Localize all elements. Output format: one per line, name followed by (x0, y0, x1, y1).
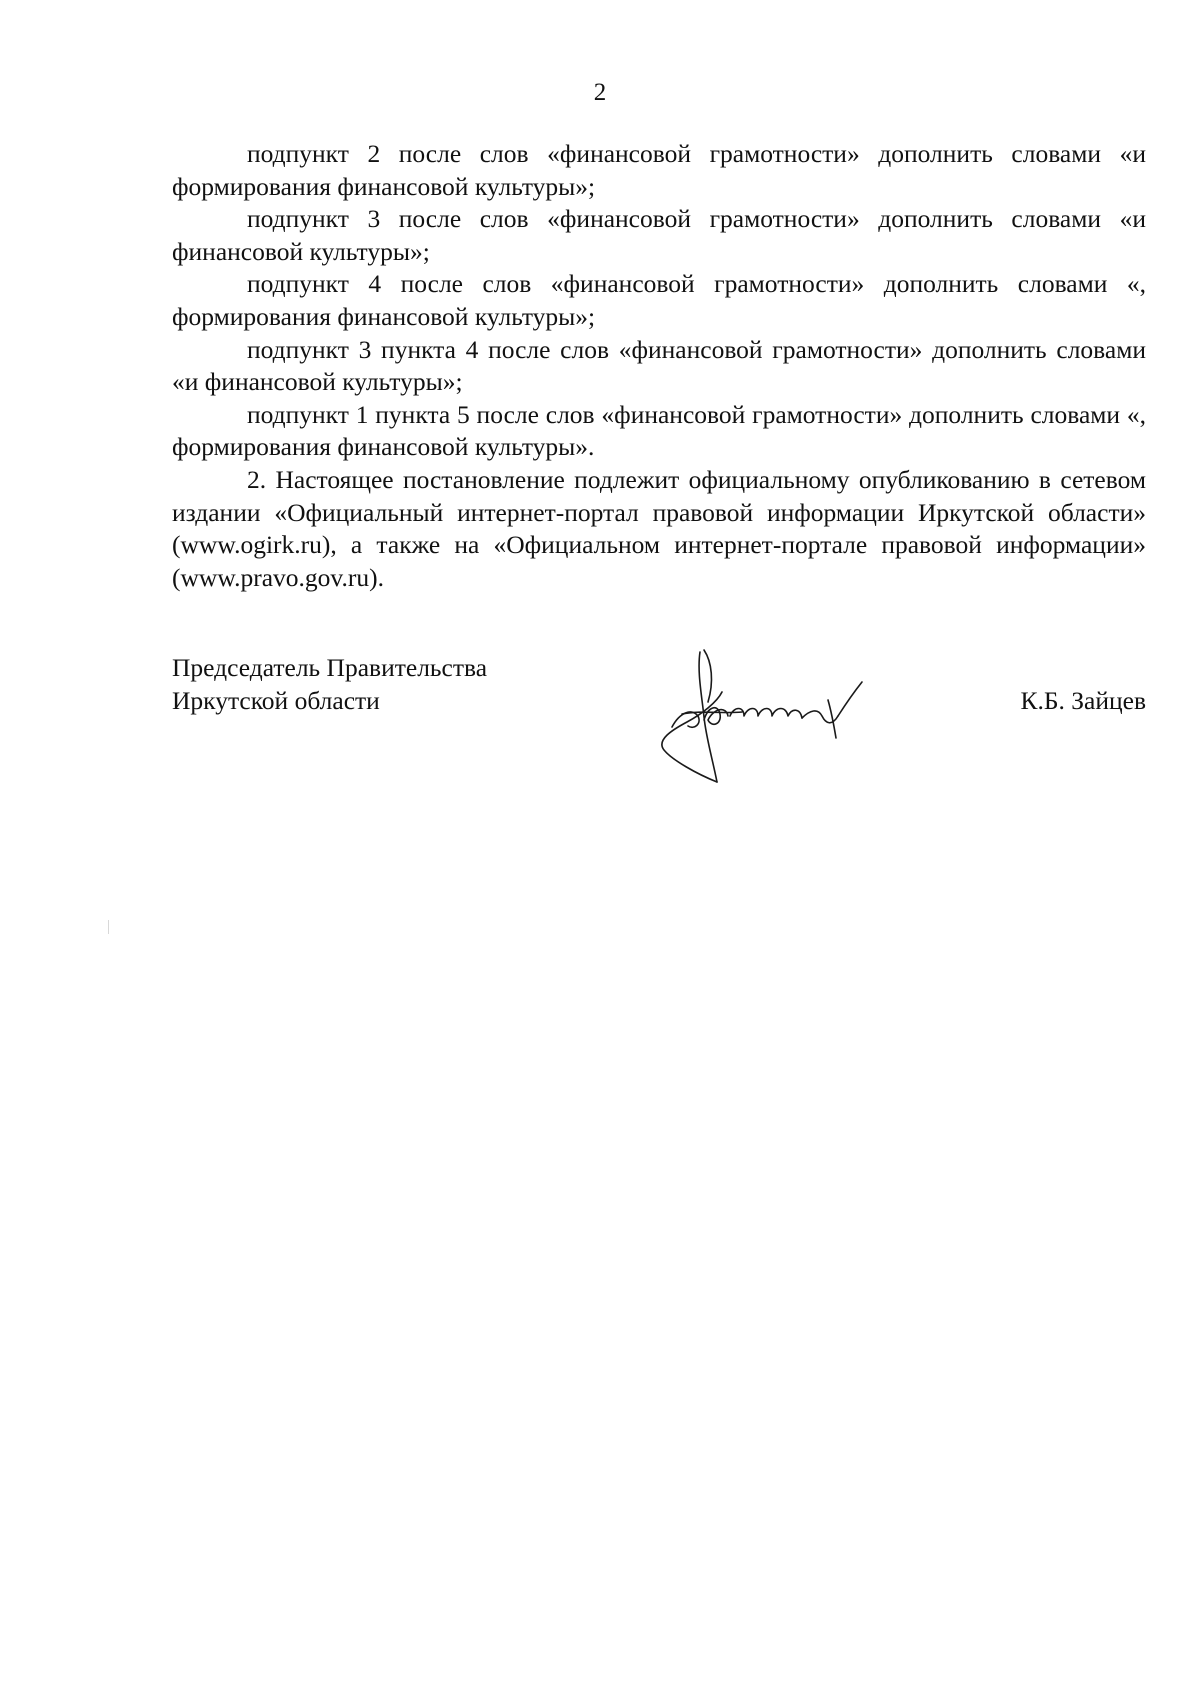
position-line-2: Иркутской области (172, 685, 380, 715)
scan-mark (108, 920, 109, 934)
paragraph-publication: 2. Настоящее постановление подлежит официальному опубликованию в сетевом издании «Официальный интернет-портал правовой информации Иркутской области» (www.ogirk.ru), а также на «Официальном интернет-портале правовой информации» (www.pravo.gov.ru). (172, 464, 1146, 592)
paragraph-subpoint-3: подпункт 3 после слов «финансовой грамотности» дополнить словами «и финансовой культуры»; (172, 204, 1146, 266)
handwritten-signature (642, 642, 892, 792)
paragraph-subpoint-3-point-4: подпункт 3 пункта 4 после слов «финансовой грамотности» дополнить словами «и финансовой культуры»; (172, 334, 1146, 397)
paragraph-subpoint-1-point-5: подпункт 1 пункта 5 после слов «финансовой грамотности» дополнить словами «, формирования финансовой культуры». (172, 399, 1146, 462)
paragraph-subpoint-2: подпункт 2 после слов «финансовой грамотности» дополнить словами «и формирования финансовой культуры»; (172, 139, 1146, 201)
document-body (172, 138, 1146, 594)
signature-block (172, 652, 1146, 802)
page-number: 2 (593, 79, 607, 106)
position-line-1: Председатель Правительства (172, 653, 488, 682)
position-title (172, 652, 487, 717)
signatory-name: К.Б. Зайцев (1020, 686, 1146, 715)
paragraph-subpoint-4: подпункт 4 после слов «финансовой грамотности» дополнить словами «, формирования финансовой культуры»; (172, 269, 1146, 331)
